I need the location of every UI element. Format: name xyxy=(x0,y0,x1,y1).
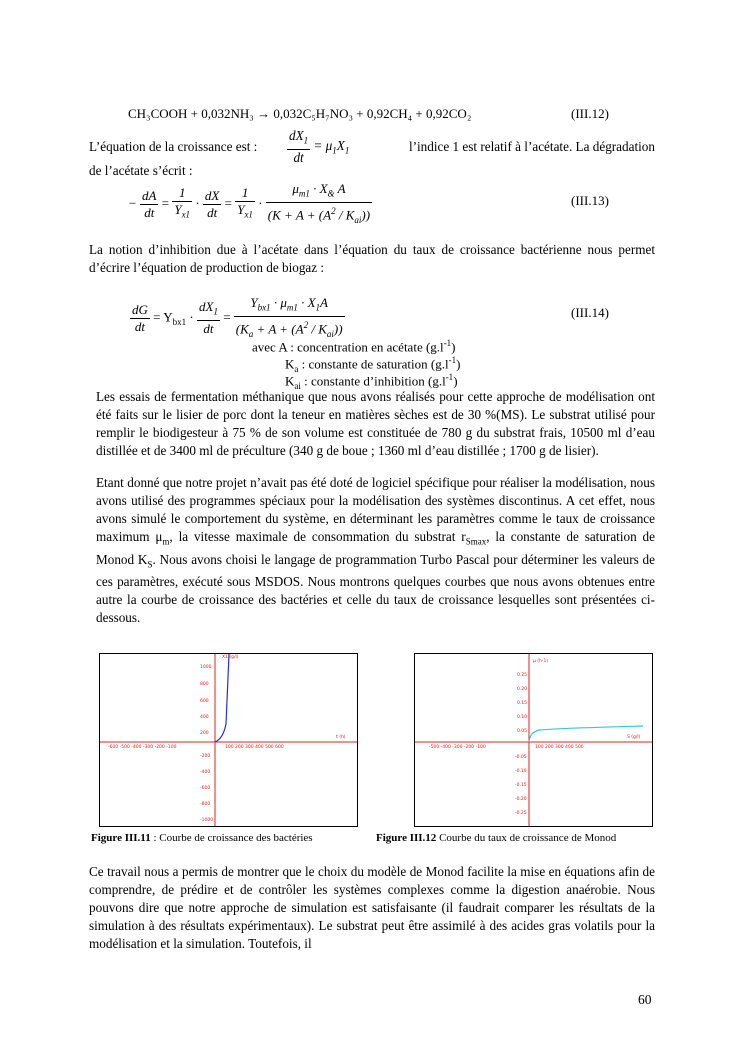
svg-text:t (h): t (h) xyxy=(336,735,346,740)
figure-iii-12-plot xyxy=(414,653,653,827)
svg-text:-0.25: -0.25 xyxy=(515,811,527,816)
definition-ka: $K_a$ : constante de saturation $(g.l^{-1})$ xyxy=(285,355,461,374)
svg-text:μ (h-1): μ (h-1) xyxy=(533,659,549,664)
svg-text:0.20: 0.20 xyxy=(517,687,528,692)
definition-kai: $K_{ai}$ : constante d’inhibition $(g.l^{-1})$ xyxy=(285,372,458,391)
svg-text:-0.05: -0.05 xyxy=(515,755,527,760)
equation-number: (III.14) xyxy=(571,305,609,320)
svg-text:0.15: 0.15 xyxy=(517,701,528,706)
equation-number: (III.12) xyxy=(571,106,609,121)
equation-number: (III.13) xyxy=(571,193,609,208)
svg-text:-1000: -1000 xyxy=(200,818,214,823)
svg-text:-600: -600 xyxy=(200,786,211,791)
simulation-paragraph: Etant donné que notre projet n’avait pas été doté de logiciel spécifique pour réaliser la modélisation, nous avons utilisé des programmes spéciaux pour la modélisation des systèmes discontinus. A cet effet, nous avons simulé le comportement du système, en déterminant les paramètres comme le taux de croissance maximum $\mu_m$, la vitesse maximale de consommation du substrat $r_{Smax}$, la constante de saturation de Monod $K_S$. Nous avons choisi le langage de programmation Turbo Pascal pour déterminer les valeurs de ces paramètres, exécuté sous MSDOS. Nous montrons quelques courbes que nous avons obtenues entre autre la courbe de croissance des bactéries et celle du taux de croissance lesquelles sont présentées ci-dessous. xyxy=(96,475,655,626)
figure-iii-12-caption: Figure III.12 Courbe du taux de croissance de Monod xyxy=(376,832,617,844)
svg-text:-0.20: -0.20 xyxy=(515,797,527,802)
monod-curve xyxy=(529,726,643,742)
conclusion-paragraph: Ce travail nous a permis de montrer que le choix du modèle de Monod facilite la mise en équations afin de comprendre, de prédire et de contrôler les systèmes complexes comme la digestion anaérobie. Nous pouvons dire que notre approche de simulation est satisfaisante (il faudrait comparer les résultats de la simulation à des résultats expérimentaux). Le substrat peut être assimilé à des acides gras volatils pour la modélisation et la simulation. Toutefois, il xyxy=(89,864,655,951)
svg-text:-800: -800 xyxy=(200,802,211,807)
svg-text:100 200 300 400 500: 100 200 300 400 500 xyxy=(535,745,584,750)
inhibition-paragraph: La notion d’inhibition due à l’acétate dans l’équation du taux de croissance bactérienne nous permet d’écrire l’équation de production de biogaz : xyxy=(89,242,655,275)
svg-text:0.05: 0.05 xyxy=(517,729,528,734)
monod-rate-chart xyxy=(415,654,652,826)
figure-iii-11-caption: Figure III.11 : Courbe de croissance des bactéries xyxy=(91,832,313,844)
svg-text:0.10: 0.10 xyxy=(517,715,528,720)
figure-iii-11-plot xyxy=(99,653,358,827)
svg-text:0.25: 0.25 xyxy=(517,673,528,678)
equation-iii-14: $\frac{dG}{dt}$ = $Y_{bx1}$ · $\frac{dX_1}{dt}$ = $\frac{Y_{bx1} \cdot \mu_{m1} \cdot X_1A}{(K_a + A + (A^2 / K_{ai}))}$ xyxy=(132,295,343,339)
svg-text:800: 800 xyxy=(200,682,209,687)
definition-a: avec A : concentration en acétate $(g.l^{-1})$ xyxy=(252,338,456,355)
svg-text:200: 200 xyxy=(200,731,209,736)
growth-formula: $\frac{dX_1}{dt}$ = $\mu_1X_1$ xyxy=(289,128,350,165)
svg-text:400: 400 xyxy=(200,715,209,720)
growth-curve xyxy=(215,654,229,742)
svg-text:100 200 300 400 500: 100 200 300 400 500 600 xyxy=(225,745,284,750)
svg-text:-200: -200 xyxy=(200,754,211,759)
svg-text:600: 600 xyxy=(200,699,209,704)
svg-text:-0.10: -0.10 xyxy=(515,769,527,774)
page-number: 60 xyxy=(638,992,652,1007)
svg-text:-0.15: -0.15 xyxy=(515,783,527,788)
svg-text:-600 -500 -400 -300 -200: -600 -500 -400 -300 -200 -100 xyxy=(108,745,177,750)
equation-iii-12: CH₃COOH + 0,032NH₃ → 0,032C₅H₇NO₃ + 0,92CH₄ + 0,92CO₂ xyxy=(128,106,472,121)
svg-text:S (g/l): S (g/l) xyxy=(627,735,641,740)
svg-text:X1 (g/l): X1 (g/l) xyxy=(222,655,239,660)
growth-line-c: de l’acétate s’écrit : xyxy=(89,163,193,178)
svg-text:1000: 1000 xyxy=(200,665,212,670)
svg-text:-400: -400 xyxy=(200,770,211,775)
svg-text:-500 -400 -300 -200 -100: -500 -400 -300 -200 -100 xyxy=(429,745,486,750)
equation-iii-13: − $\frac{dA}{dt}$ = $\frac{1}{Y_{x1}}$ · $\frac{dX}{dt}$ = $\frac{1}{Y_{x1}}$ · $\frac{\mu_{m1} \cdot X_{\&} A}{(K + A + (A^2 / K_{ai}))}$ xyxy=(128,181,371,225)
essais-paragraph: Les essais de fermentation méthanique que nous avons réalisés pour cette approche de modélisation ont été faits sur le lisier de porc dont la teneur en matières sèches est de 30 %(MS). Le substrat utilisé pour remplir le biodigesteur à 75 % de son volume est constituée de 780 g du substrat frais, 10500 ml d’eau distillée et de 3400 ml de préculture (340 g de boue ; 1360 ml d’eau distillée ; 1700 g de lisier). xyxy=(96,389,655,458)
growth-curve-chart xyxy=(100,654,357,826)
